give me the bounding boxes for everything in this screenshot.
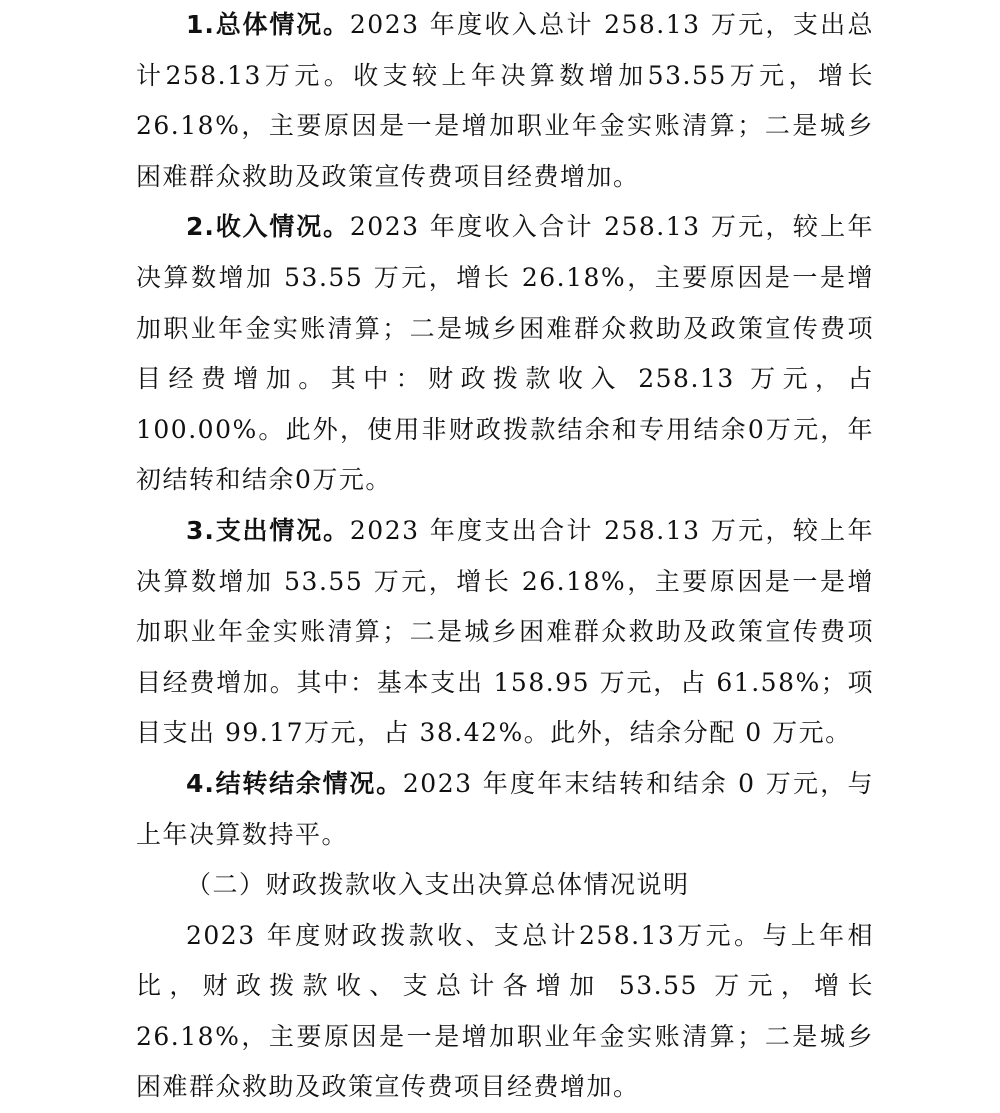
paragraph-body: 2023 年度收入总计 258.13 万元，支出总计258.13万元。收支较上年决算数增加53.55万元，增长26.18%，主要原因是一是增加职业年金实账清算；二是城乡困难群众救助及政策宣传费项目经费增加。 <box>136 10 874 191</box>
paragraph-heading: 2.收入情况。 <box>186 212 350 242</box>
paragraph-expenditure <box>136 506 874 759</box>
paragraph-heading: 3.支出情况。 <box>186 515 350 545</box>
paragraph-income <box>136 202 874 506</box>
paragraph-overall <box>136 0 874 202</box>
paragraph-fiscal-summary: 2023 年度财政拨款收、支总计258.13万元。与上年相比，财政拨款收、支总计各增加 53.55 万元，增长 26.18%，主要原因是一是增加职业年金实账清算；二是城乡困难群众救助及政策宣传费项目经费增加。 <box>136 920 874 1102</box>
paragraph-body: 2023 年度收入合计 258.13 万元，较上年决算数增加 53.55 万元，增长 26.18%，主要原因是一是增加职业年金实账清算；二是城乡困难群众救助及政策宣传费项目经费增加。其中：财政拨款收入 258.13 万元，占 100.00%。此外，使用非财政拨款结余和专用结余0万元，年初结转和结余0万元。 <box>136 212 874 495</box>
paragraph-body: 2023 年度支出合计 258.13 万元，较上年决算数增加 53.55 万元，增长 26.18%，主要原因是一是增加职业年金实账清算；二是城乡困难群众救助及政策宣传费项目经费增加。其中：基本支出 158.95 万元，占 61.58%；项目支出 99.17万元，占 38.42%。此外，结余分配 0 万元。 <box>136 515 874 748</box>
section-title: （二）财政拨款收入支出决算总体情况说明 <box>186 870 690 900</box>
paragraph-heading: 4.结转结余情况。 <box>186 768 403 798</box>
paragraph-heading: 1.总体情况。 <box>186 10 350 39</box>
paragraph-carryover <box>136 759 874 860</box>
paragraph-body: 2023 年度年末结转和结余 0 万元，与上年决算数持平。 <box>136 768 874 849</box>
document-page <box>136 0 874 1113</box>
